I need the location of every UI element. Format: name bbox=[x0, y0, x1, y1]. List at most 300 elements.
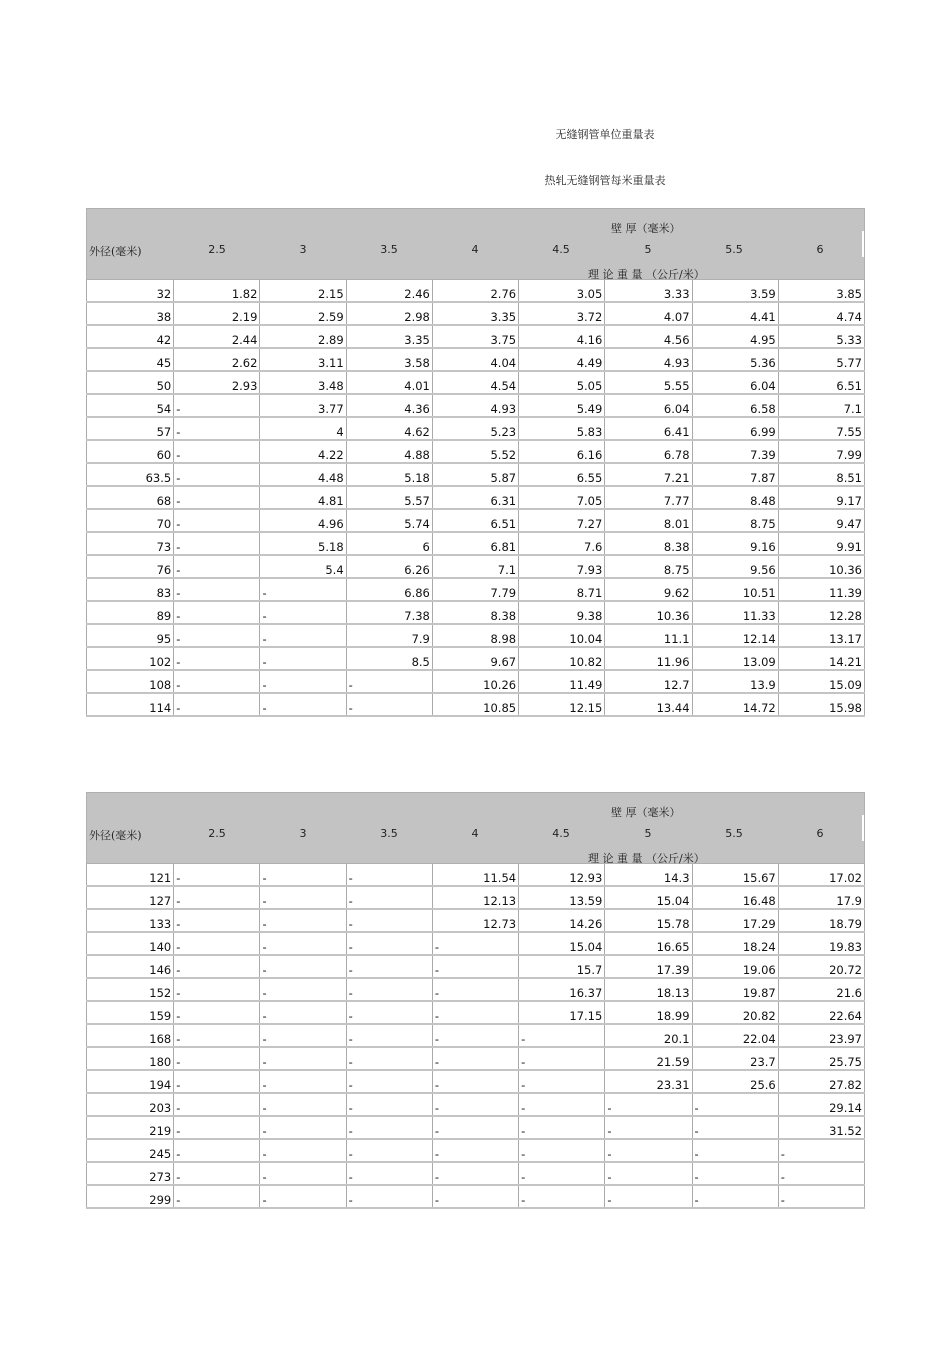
weight-cell-empty: - bbox=[346, 1185, 432, 1208]
table-row bbox=[87, 440, 865, 463]
weight-cell: 5.87 bbox=[432, 463, 518, 486]
weight-cell: 20.82 bbox=[692, 1001, 778, 1024]
outer-diameter-cell: 127 bbox=[87, 886, 174, 909]
weight-cell: 10.26 bbox=[432, 670, 518, 693]
weight-cell: 6.81 bbox=[432, 532, 518, 555]
weight-cell: 20.72 bbox=[778, 955, 864, 978]
weight-cell-empty: - bbox=[174, 978, 260, 1001]
weight-cell-empty: - bbox=[519, 1116, 605, 1139]
weight-cell-empty: - bbox=[174, 509, 260, 532]
outer-diameter-cell: 63.5 bbox=[87, 463, 174, 486]
weight-cell-empty: - bbox=[346, 1070, 432, 1093]
weight-cell: 8.51 bbox=[778, 463, 864, 486]
outer-diameter-cell: 245 bbox=[87, 1139, 174, 1162]
weight-cell: 9.16 bbox=[692, 532, 778, 555]
thickness-header: 3 bbox=[299, 243, 307, 256]
thickness-header: 2.5 bbox=[208, 243, 226, 256]
weight-cell-empty: - bbox=[174, 886, 260, 909]
weight-cell: 4.62 bbox=[346, 417, 432, 440]
outer-diameter-cell: 57 bbox=[87, 417, 174, 440]
table-row bbox=[87, 886, 865, 909]
wall-thickness-label: 壁 厚（毫米） bbox=[611, 806, 681, 819]
weight-cell: 9.67 bbox=[432, 647, 518, 670]
weight-cell: 8.38 bbox=[432, 601, 518, 624]
weight-cell: 4.95 bbox=[692, 325, 778, 348]
weight-cell-empty: - bbox=[174, 932, 260, 955]
weight-cell: 5.52 bbox=[432, 440, 518, 463]
weight-cell-empty: - bbox=[174, 647, 260, 670]
weight-cell: 4.07 bbox=[605, 302, 692, 325]
weight-cell-empty: - bbox=[174, 1001, 260, 1024]
outer-diameter-cell: 102 bbox=[87, 647, 174, 670]
weight-cell-empty: - bbox=[260, 955, 346, 978]
weight-cell: 3.77 bbox=[260, 394, 346, 417]
weight-cell: 14.21 bbox=[778, 647, 864, 670]
weight-cell-empty: - bbox=[605, 1162, 692, 1185]
thickness-header: 5.5 bbox=[725, 243, 743, 256]
table-row bbox=[87, 670, 865, 693]
weight-cell: 4.36 bbox=[346, 394, 432, 417]
weight-cell: 3.48 bbox=[260, 371, 346, 394]
outer-diameter-cell: 50 bbox=[87, 371, 174, 394]
weight-cell: 22.64 bbox=[778, 1001, 864, 1024]
weight-cell: 2.76 bbox=[432, 280, 518, 303]
weight-cell: 11.39 bbox=[778, 578, 864, 601]
weight-cell-empty: - bbox=[346, 864, 432, 887]
table-header bbox=[87, 793, 865, 864]
weight-cell-empty: - bbox=[778, 1185, 864, 1208]
weight-cell-empty: - bbox=[260, 647, 346, 670]
weight-cell: 7.87 bbox=[692, 463, 778, 486]
weight-cell: 15.98 bbox=[778, 693, 864, 716]
outer-diameter-cell: 273 bbox=[87, 1162, 174, 1185]
weight-cell: 10.36 bbox=[778, 555, 864, 578]
weight-cell: 13.09 bbox=[692, 647, 778, 670]
table-body bbox=[87, 864, 865, 1209]
outer-diameter-cell: 60 bbox=[87, 440, 174, 463]
table-row bbox=[87, 280, 865, 303]
weight-cell: 11.54 bbox=[432, 864, 518, 887]
weight-cell: 10.04 bbox=[519, 624, 605, 647]
weight-cell: 10.36 bbox=[605, 601, 692, 624]
weight-cell-empty: - bbox=[692, 1116, 778, 1139]
weight-cell-empty: - bbox=[346, 1001, 432, 1024]
weight-cell-empty: - bbox=[692, 1185, 778, 1208]
weight-cell: 3.75 bbox=[432, 325, 518, 348]
weight-cell-empty: - bbox=[260, 624, 346, 647]
outer-diameter-cell: 140 bbox=[87, 932, 174, 955]
table-row bbox=[87, 417, 865, 440]
table-row bbox=[87, 1047, 865, 1070]
weight-cell-empty: - bbox=[174, 1047, 260, 1070]
weight-cell-empty: - bbox=[346, 955, 432, 978]
weight-cell: 2.59 bbox=[260, 302, 346, 325]
weight-cell: 23.7 bbox=[692, 1047, 778, 1070]
weight-cell: 12.15 bbox=[519, 693, 605, 716]
weight-cell: 7.05 bbox=[519, 486, 605, 509]
weight-cell: 4.41 bbox=[692, 302, 778, 325]
weight-cell: 6.55 bbox=[519, 463, 605, 486]
weight-cell: 9.47 bbox=[778, 509, 864, 532]
weight-cell: 6.99 bbox=[692, 417, 778, 440]
weight-cell-empty: - bbox=[174, 394, 260, 417]
outer-diameter-cell: 83 bbox=[87, 578, 174, 601]
weight-cell: 2.19 bbox=[174, 302, 260, 325]
weight-cell: 4.16 bbox=[519, 325, 605, 348]
weight-cell-empty: - bbox=[605, 1139, 692, 1162]
outer-diameter-cell: 70 bbox=[87, 509, 174, 532]
weight-cell: 3.58 bbox=[346, 348, 432, 371]
weight-cell: 17.39 bbox=[605, 955, 692, 978]
weight-cell-empty: - bbox=[346, 932, 432, 955]
weight-cell-empty: - bbox=[174, 1162, 260, 1185]
outer-diameter-cell: 42 bbox=[87, 325, 174, 348]
weight-cell-empty: - bbox=[346, 1162, 432, 1185]
weight-cell: 11.33 bbox=[692, 601, 778, 624]
weight-cell-empty: - bbox=[260, 578, 346, 601]
weight-cell-empty: - bbox=[174, 909, 260, 932]
table-row bbox=[87, 909, 865, 932]
weight-cell: 29.14 bbox=[778, 1093, 864, 1116]
weight-cell: 20.1 bbox=[605, 1024, 692, 1047]
weight-cell: 3.33 bbox=[605, 280, 692, 303]
weight-cell: 4.49 bbox=[519, 348, 605, 371]
weight-cell: 6.31 bbox=[432, 486, 518, 509]
outer-diameter-cell: 203 bbox=[87, 1093, 174, 1116]
weight-cell-empty: - bbox=[174, 578, 260, 601]
weight-cell-empty: - bbox=[432, 1093, 518, 1116]
thickness-header: 4.5 bbox=[552, 827, 570, 840]
weight-cell-empty: - bbox=[519, 1093, 605, 1116]
weight-cell: 7.27 bbox=[519, 509, 605, 532]
weight-cell: 19.06 bbox=[692, 955, 778, 978]
thickness-header: 4 bbox=[471, 827, 479, 840]
weight-cell-empty: - bbox=[260, 864, 346, 887]
wall-thickness-label: 壁 厚（毫米） bbox=[611, 222, 681, 235]
weight-cell-empty: - bbox=[346, 1116, 432, 1139]
weight-cell: 5.18 bbox=[260, 532, 346, 555]
weight-cell-empty: - bbox=[346, 1047, 432, 1070]
weight-cell: 5.77 bbox=[778, 348, 864, 371]
header-edge-notch bbox=[862, 815, 864, 841]
weight-cell: 6.26 bbox=[346, 555, 432, 578]
weight-cell: 7.1 bbox=[432, 555, 518, 578]
weight-cell: 6.86 bbox=[346, 578, 432, 601]
weight-cell: 14.72 bbox=[692, 693, 778, 716]
weight-cell: 3.05 bbox=[519, 280, 605, 303]
table-row bbox=[87, 394, 865, 417]
table-row bbox=[87, 1070, 865, 1093]
table-row bbox=[87, 463, 865, 486]
weight-cell-empty: - bbox=[432, 932, 518, 955]
weight-cell: 8.48 bbox=[692, 486, 778, 509]
weight-cell-empty: - bbox=[519, 1162, 605, 1185]
weight-cell: 9.17 bbox=[778, 486, 864, 509]
weight-cell: 7.79 bbox=[432, 578, 518, 601]
outer-diameter-cell: 299 bbox=[87, 1185, 174, 1208]
weight-cell: 8.75 bbox=[605, 555, 692, 578]
weight-cell: 3.35 bbox=[432, 302, 518, 325]
weight-cell: 7.6 bbox=[519, 532, 605, 555]
weight-cell: 5.36 bbox=[692, 348, 778, 371]
weight-cell: 6.58 bbox=[692, 394, 778, 417]
outer-diameter-cell: 108 bbox=[87, 670, 174, 693]
table-row bbox=[87, 1162, 865, 1185]
weight-cell: 2.44 bbox=[174, 325, 260, 348]
weight-cell: 4.56 bbox=[605, 325, 692, 348]
table-row bbox=[87, 348, 865, 371]
weight-cell: 13.44 bbox=[605, 693, 692, 716]
weight-cell-empty: - bbox=[346, 1024, 432, 1047]
weight-cell-empty: - bbox=[519, 1139, 605, 1162]
weight-cell: 7.77 bbox=[605, 486, 692, 509]
weight-cell-empty: - bbox=[432, 978, 518, 1001]
weight-cell: 8.75 bbox=[692, 509, 778, 532]
outer-diameter-label: 外径(毫米) bbox=[89, 245, 142, 258]
weight-cell-empty: - bbox=[174, 1024, 260, 1047]
weight-cell: 17.9 bbox=[778, 886, 864, 909]
weight-cell: 6.51 bbox=[432, 509, 518, 532]
weight-cell: 31.52 bbox=[778, 1116, 864, 1139]
weight-cell: 25.6 bbox=[692, 1070, 778, 1093]
weight-cell: 23.97 bbox=[778, 1024, 864, 1047]
outer-diameter-cell: 168 bbox=[87, 1024, 174, 1047]
weight-cell: 7.21 bbox=[605, 463, 692, 486]
weight-cell-empty: - bbox=[174, 1139, 260, 1162]
weight-cell: 11.49 bbox=[519, 670, 605, 693]
table-row bbox=[87, 1116, 865, 1139]
weight-cell-empty: - bbox=[260, 670, 346, 693]
weight-cell-empty: - bbox=[260, 1001, 346, 1024]
table-row bbox=[87, 532, 865, 555]
weight-cell: 6.16 bbox=[519, 440, 605, 463]
weight-cell: 4.48 bbox=[260, 463, 346, 486]
weight-cell: 4.22 bbox=[260, 440, 346, 463]
weight-cell-empty: - bbox=[519, 1024, 605, 1047]
weight-cell: 18.99 bbox=[605, 1001, 692, 1024]
weight-cell-empty: - bbox=[346, 693, 432, 716]
weight-cell: 6.41 bbox=[605, 417, 692, 440]
weight-cell: 18.24 bbox=[692, 932, 778, 955]
weight-cell: 4.04 bbox=[432, 348, 518, 371]
weight-cell: 7.1 bbox=[778, 394, 864, 417]
weight-cell: 18.79 bbox=[778, 909, 864, 932]
weight-cell: 5.57 bbox=[346, 486, 432, 509]
weight-cell: 6.04 bbox=[692, 371, 778, 394]
weight-cell-empty: - bbox=[174, 601, 260, 624]
weight-cell: 7.39 bbox=[692, 440, 778, 463]
weight-cell-empty: - bbox=[260, 1162, 346, 1185]
weight-cell: 4.96 bbox=[260, 509, 346, 532]
table-row bbox=[87, 509, 865, 532]
weight-cell: 14.3 bbox=[605, 864, 692, 887]
weight-cell-empty: - bbox=[346, 886, 432, 909]
table-row bbox=[87, 978, 865, 1001]
weight-cell-empty: - bbox=[174, 670, 260, 693]
weight-cell: 15.7 bbox=[519, 955, 605, 978]
weight-cell: 5.74 bbox=[346, 509, 432, 532]
weight-cell: 12.73 bbox=[432, 909, 518, 932]
weight-cell: 2.46 bbox=[346, 280, 432, 303]
weight-cell-empty: - bbox=[432, 1116, 518, 1139]
weight-cell: 2.89 bbox=[260, 325, 346, 348]
thickness-header: 6 bbox=[816, 243, 824, 256]
weight-cell-empty: - bbox=[260, 1070, 346, 1093]
table-row bbox=[87, 578, 865, 601]
table-header bbox=[87, 209, 865, 280]
weight-cell-empty: - bbox=[260, 1047, 346, 1070]
weight-cell: 17.15 bbox=[519, 1001, 605, 1024]
weight-cell: 6.78 bbox=[605, 440, 692, 463]
weight-cell-empty: - bbox=[692, 1162, 778, 1185]
outer-diameter-cell: 38 bbox=[87, 302, 174, 325]
weight-cell-empty: - bbox=[260, 978, 346, 1001]
table-row bbox=[87, 1093, 865, 1116]
weight-cell-empty: - bbox=[605, 1093, 692, 1116]
outer-diameter-cell: 76 bbox=[87, 555, 174, 578]
weight-cell-empty: - bbox=[346, 1139, 432, 1162]
weight-cell: 16.48 bbox=[692, 886, 778, 909]
weight-cell-empty: - bbox=[260, 909, 346, 932]
outer-diameter-cell: 54 bbox=[87, 394, 174, 417]
weight-cell: 4 bbox=[260, 417, 346, 440]
weight-cell-empty: - bbox=[174, 486, 260, 509]
weight-table-2 bbox=[86, 792, 865, 1209]
weight-cell-empty: - bbox=[260, 886, 346, 909]
weight-cell: 4.88 bbox=[346, 440, 432, 463]
weight-cell-empty: - bbox=[260, 693, 346, 716]
weight-cell: 7.38 bbox=[346, 601, 432, 624]
weight-cell-empty: - bbox=[174, 693, 260, 716]
table-row bbox=[87, 302, 865, 325]
weight-cell-empty: - bbox=[174, 440, 260, 463]
outer-diameter-cell: 219 bbox=[87, 1116, 174, 1139]
weight-cell-empty: - bbox=[519, 1185, 605, 1208]
weight-cell-empty: - bbox=[692, 1139, 778, 1162]
weight-cell: 5.05 bbox=[519, 371, 605, 394]
weight-cell-empty: - bbox=[519, 1070, 605, 1093]
theoretical-weight-label: 理 论 重 量 （公斤/米） bbox=[588, 268, 705, 281]
table-row bbox=[87, 1024, 865, 1047]
outer-diameter-cell: 159 bbox=[87, 1001, 174, 1024]
weight-cell: 13.59 bbox=[519, 886, 605, 909]
weight-cell-empty: - bbox=[432, 1001, 518, 1024]
table-row bbox=[87, 1139, 865, 1162]
weight-cell: 5.55 bbox=[605, 371, 692, 394]
weight-cell: 22.04 bbox=[692, 1024, 778, 1047]
table-row bbox=[87, 932, 865, 955]
weight-cell-empty: - bbox=[174, 955, 260, 978]
weight-cell: 12.14 bbox=[692, 624, 778, 647]
weight-cell: 6.51 bbox=[778, 371, 864, 394]
weight-cell-empty: - bbox=[174, 555, 260, 578]
weight-cell: 8.01 bbox=[605, 509, 692, 532]
weight-cell-empty: - bbox=[432, 1139, 518, 1162]
weight-cell-empty: - bbox=[260, 601, 346, 624]
weight-cell: 12.28 bbox=[778, 601, 864, 624]
weight-cell: 27.82 bbox=[778, 1070, 864, 1093]
weight-cell: 5.23 bbox=[432, 417, 518, 440]
table-row bbox=[87, 371, 865, 394]
thickness-header: 3 bbox=[299, 827, 307, 840]
table-row bbox=[87, 325, 865, 348]
weight-cell: 7.9 bbox=[346, 624, 432, 647]
outer-diameter-cell: 194 bbox=[87, 1070, 174, 1093]
weight-cell: 19.87 bbox=[692, 978, 778, 1001]
weight-cell: 3.72 bbox=[519, 302, 605, 325]
weight-cell-empty: - bbox=[778, 1162, 864, 1185]
outer-diameter-cell: 73 bbox=[87, 532, 174, 555]
table-row bbox=[87, 955, 865, 978]
weight-cell: 3.59 bbox=[692, 280, 778, 303]
weight-cell-empty: - bbox=[432, 1024, 518, 1047]
weight-cell: 3.35 bbox=[346, 325, 432, 348]
weight-cell: 5.4 bbox=[260, 555, 346, 578]
theoretical-weight-label: 理 论 重 量 （公斤/米） bbox=[588, 852, 705, 865]
weight-cell-empty: - bbox=[432, 1070, 518, 1093]
weight-cell-empty: - bbox=[260, 932, 346, 955]
weight-cell-empty: - bbox=[346, 909, 432, 932]
outer-diameter-cell: 89 bbox=[87, 601, 174, 624]
weight-cell-empty: - bbox=[174, 532, 260, 555]
weight-cell-empty: - bbox=[605, 1116, 692, 1139]
weight-cell: 4.93 bbox=[432, 394, 518, 417]
table-row bbox=[87, 647, 865, 670]
weight-cell: 9.38 bbox=[519, 601, 605, 624]
weight-cell: 16.65 bbox=[605, 932, 692, 955]
weight-cell: 11.1 bbox=[605, 624, 692, 647]
weight-cell: 8.5 bbox=[346, 647, 432, 670]
weight-cell: 15.04 bbox=[519, 932, 605, 955]
weight-cell-empty: - bbox=[692, 1093, 778, 1116]
weight-cell: 5.33 bbox=[778, 325, 864, 348]
weight-cell-empty: - bbox=[260, 1093, 346, 1116]
weight-cell: 13.17 bbox=[778, 624, 864, 647]
table-row bbox=[87, 601, 865, 624]
weight-cell: 5.18 bbox=[346, 463, 432, 486]
outer-diameter-cell: 95 bbox=[87, 624, 174, 647]
weight-cell: 3.11 bbox=[260, 348, 346, 371]
weight-cell: 17.02 bbox=[778, 864, 864, 887]
weight-cell: 12.93 bbox=[519, 864, 605, 887]
outer-diameter-cell: 121 bbox=[87, 864, 174, 887]
weight-cell-empty: - bbox=[260, 1116, 346, 1139]
weight-cell: 10.85 bbox=[432, 693, 518, 716]
outer-diameter-cell: 32 bbox=[87, 280, 174, 303]
weight-cell-empty: - bbox=[432, 1185, 518, 1208]
weight-cell: 19.83 bbox=[778, 932, 864, 955]
table-row bbox=[87, 693, 865, 716]
weight-cell: 14.26 bbox=[519, 909, 605, 932]
weight-cell: 8.38 bbox=[605, 532, 692, 555]
weight-cell: 1.82 bbox=[174, 280, 260, 303]
weight-cell: 2.93 bbox=[174, 371, 260, 394]
weight-cell: 18.13 bbox=[605, 978, 692, 1001]
thickness-header: 5.5 bbox=[725, 827, 743, 840]
weight-cell-empty: - bbox=[432, 1162, 518, 1185]
outer-diameter-cell: 146 bbox=[87, 955, 174, 978]
weight-table-1 bbox=[86, 208, 865, 717]
weight-cell: 21.59 bbox=[605, 1047, 692, 1070]
thickness-header: 5 bbox=[644, 827, 652, 840]
weight-cell: 6 bbox=[346, 532, 432, 555]
outer-diameter-cell: 180 bbox=[87, 1047, 174, 1070]
weight-cell: 9.62 bbox=[605, 578, 692, 601]
weight-cell: 12.13 bbox=[432, 886, 518, 909]
weight-cell-empty: - bbox=[174, 417, 260, 440]
weight-cell: 4.54 bbox=[432, 371, 518, 394]
weight-cell: 15.09 bbox=[778, 670, 864, 693]
